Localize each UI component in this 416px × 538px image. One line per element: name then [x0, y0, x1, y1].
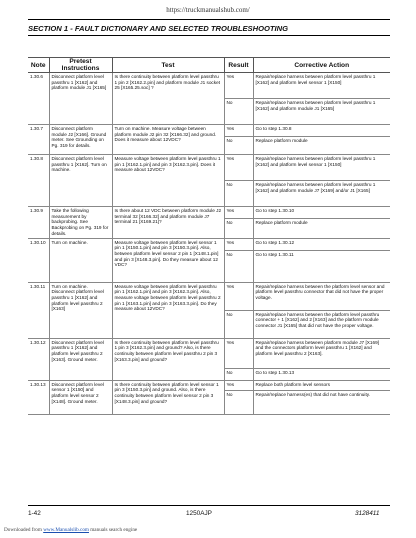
action-cell: Repair/replace harness between platform level passthru 1 [X162] and platform module J7 [X169] and/or J1 [X165]: [253, 181, 390, 207]
action-cell: Go to step 1.30.11: [253, 250, 390, 282]
table-header-row: [28, 58, 390, 73]
page-number: 1-42: [28, 510, 41, 517]
note-cell: 1.30.7: [28, 125, 49, 155]
pretest-cell: Disconnect platform module J2 [X166]. Ground meter. See Grounding on Pg. 319 for details.: [49, 125, 112, 155]
result-cell: Yes: [224, 155, 253, 181]
document-number: 3128411: [355, 510, 380, 517]
test-cell: Is there continuity between platform level sensor 1 pin 3 [X150.3.pin] and ground. Also, is there continuity between platform level sensor 2 pin 3 [X148.3.pin] and ground?: [112, 380, 224, 414]
table-row: [28, 338, 390, 368]
action-cell: Go to step 1.30.13: [253, 368, 390, 380]
note-cell: 1.30.11: [28, 282, 49, 338]
action-cell: Go to step 1.30.10: [253, 207, 390, 219]
action-cell: Repair/replace harness between the platform level passthru connector + 1 [X162] and 2 [X163] and the platform module connector J1 [X165] that did not have the proper voltage.: [253, 310, 390, 338]
note-cell: 1.30.8: [28, 155, 49, 207]
test-cell: Measure voltage between platform level sensor 1 pin 1 [X150.1.pin] and pin 3 [X150.3.pin]. Also, between platform level sensor 2 pin 1 [X148.1.pin] and pin 3 [X148.3.pin]. Do they measure about 12 VDC?: [112, 238, 224, 282]
result-cell: No: [224, 250, 253, 282]
action-cell: Repair/replace harness between platform level passthru 1 [X162] and platform level sensor 1 [X150]: [253, 73, 390, 99]
result-cell: Yes: [224, 380, 253, 390]
action-cell: Repair/replace harness(es) that did not have continuity.: [253, 390, 390, 414]
pretest-cell: Take the following measurement by backprobing. See Backprobing on Pg. 319 for details.: [49, 207, 112, 239]
result-cell: Yes: [224, 238, 253, 250]
pretest-cell: Disconnect platform level passthru 1 [X162] and platform level passthru 2 [X163]. Ground meter.: [49, 338, 112, 380]
result-cell: No: [224, 219, 253, 238]
result-cell: Yes: [224, 73, 253, 99]
col-header-test: Test: [112, 58, 224, 73]
download-suffix: manuals search engine: [90, 527, 138, 533]
test-cell: Is there continuity between platform level passthru 1 pin 2 [X162.2.pin] and platform module J1 socket 25 [X165.25.soc] ?: [112, 73, 224, 125]
action-cell: Repair/replace harness between platform level passthru 1 [X162] and platform module J1 [X165]: [253, 99, 390, 125]
col-header-pretest: Pretest Instructions: [49, 58, 112, 73]
action-cell: Repair/replace harness between platform module J7 [X169] and the connectors platform level passthru 1 [X162] and platform level passthru 2 [X163].: [253, 338, 390, 368]
manualslib-link[interactable]: www.Manualslib.com: [43, 527, 89, 533]
table-row: [28, 238, 390, 250]
result-cell: Yes: [224, 125, 253, 137]
note-cell: 1.30.9: [28, 207, 49, 239]
result-cell: No: [224, 99, 253, 125]
result-cell: No: [224, 181, 253, 207]
note-cell: 1.30.13: [28, 380, 49, 414]
table-row: [28, 380, 390, 390]
result-cell: Yes: [224, 207, 253, 219]
action-cell: Repair/replace harness between platform level passthru 1 [X162] and platform level sensor 1 [X150]: [253, 155, 390, 181]
note-cell: 1.30.12: [28, 338, 49, 380]
test-cell: Measure voltage between platform level passthru pin 1 [X162.1.pin] and pin 3 [X162.3.pin]. Also, measure voltage between platform level passthru 2 pin 1 [X163.1.pin] and pin 3 [X163.3.pin]. Do they measure about 12VDC?: [112, 282, 224, 338]
note-cell: 1.30.6: [28, 73, 49, 125]
pretest-cell: Turn on machine. Disconnect platform level passthru 1 [X162] and platform level passthru 2 [X163]: [49, 282, 112, 338]
test-cell: Turn on machine. Measure voltage between platform module J2 pin 32 [X166.32] and ground. Does it measure about 12VDC?: [112, 125, 224, 155]
test-cell: Is there continuity between platform level passthru 1 pin 3 [X162.3.pin] and ground? Also, is there continuity between platform level passthru 2 pin 3 [X163.3.pin] and ground?: [112, 338, 224, 380]
result-cell: No: [224, 390, 253, 414]
pretest-cell: Disconnect platform level passthru 1 [X162]. Turn on machine.: [49, 155, 112, 207]
action-cell: Replace platform module: [253, 219, 390, 238]
result-cell: No: [224, 310, 253, 338]
result-cell: Yes: [224, 282, 253, 310]
test-cell: Measure voltage between platform level passthru 1 pin 1 [X162.1.pin] and pin 3 [X162.3.pin]. Does it measure about 12VDC?: [112, 155, 224, 207]
model-number: 1250AJP: [186, 510, 212, 517]
section-title: SECTION 1 - FAULT DICTIONARY AND SELECTED TROUBLESHOOTING: [28, 24, 289, 33]
footer-rule: [28, 505, 390, 506]
fault-dictionary-table: [28, 57, 390, 415]
result-cell: No: [224, 137, 253, 155]
table-row: [28, 207, 390, 219]
result-cell: Yes: [224, 338, 253, 368]
action-cell: Repair/replace harness between the platform level sensor and platform level passthru connector that did not have the proper voltage.: [253, 282, 390, 310]
pretest-cell: Turn on machine.: [49, 238, 112, 282]
col-header-note: Note: [28, 58, 49, 73]
header-rule-bottom: [28, 35, 390, 36]
action-cell: Go to step 1.30.12: [253, 238, 390, 250]
col-header-action: Corrective Action: [253, 58, 390, 73]
source-url[interactable]: https://truckmanualshub.com/: [166, 6, 250, 14]
pretest-cell: Disconnect platform level passthru 1 [X162] and platform module J1 [X165]: [49, 73, 112, 125]
pretest-cell: Disconnect platform level sensor 1 [X150] and platform level sensor 2 [X148]. Ground meter.: [49, 380, 112, 414]
action-cell: Replace platform module: [253, 137, 390, 155]
action-cell: Go to step 1.30.8: [253, 125, 390, 137]
note-cell: 1.30.10: [28, 238, 49, 282]
table-row: [28, 125, 390, 137]
table-row: [28, 282, 390, 310]
test-cell: Is there about 12 VDC between platform module J2 terminal 32 [X166.32] and platform module J7 terminal 21 [X169.21]?: [112, 207, 224, 239]
result-cell: No: [224, 368, 253, 380]
download-note: [4, 527, 137, 533]
header-rule-top: [28, 19, 390, 20]
table-row: [28, 155, 390, 181]
table-row: [28, 73, 390, 99]
download-prefix: Downloaded from: [4, 527, 42, 533]
action-cell: Replace both platform level sensors: [253, 380, 390, 390]
col-header-result: Result: [224, 58, 253, 73]
